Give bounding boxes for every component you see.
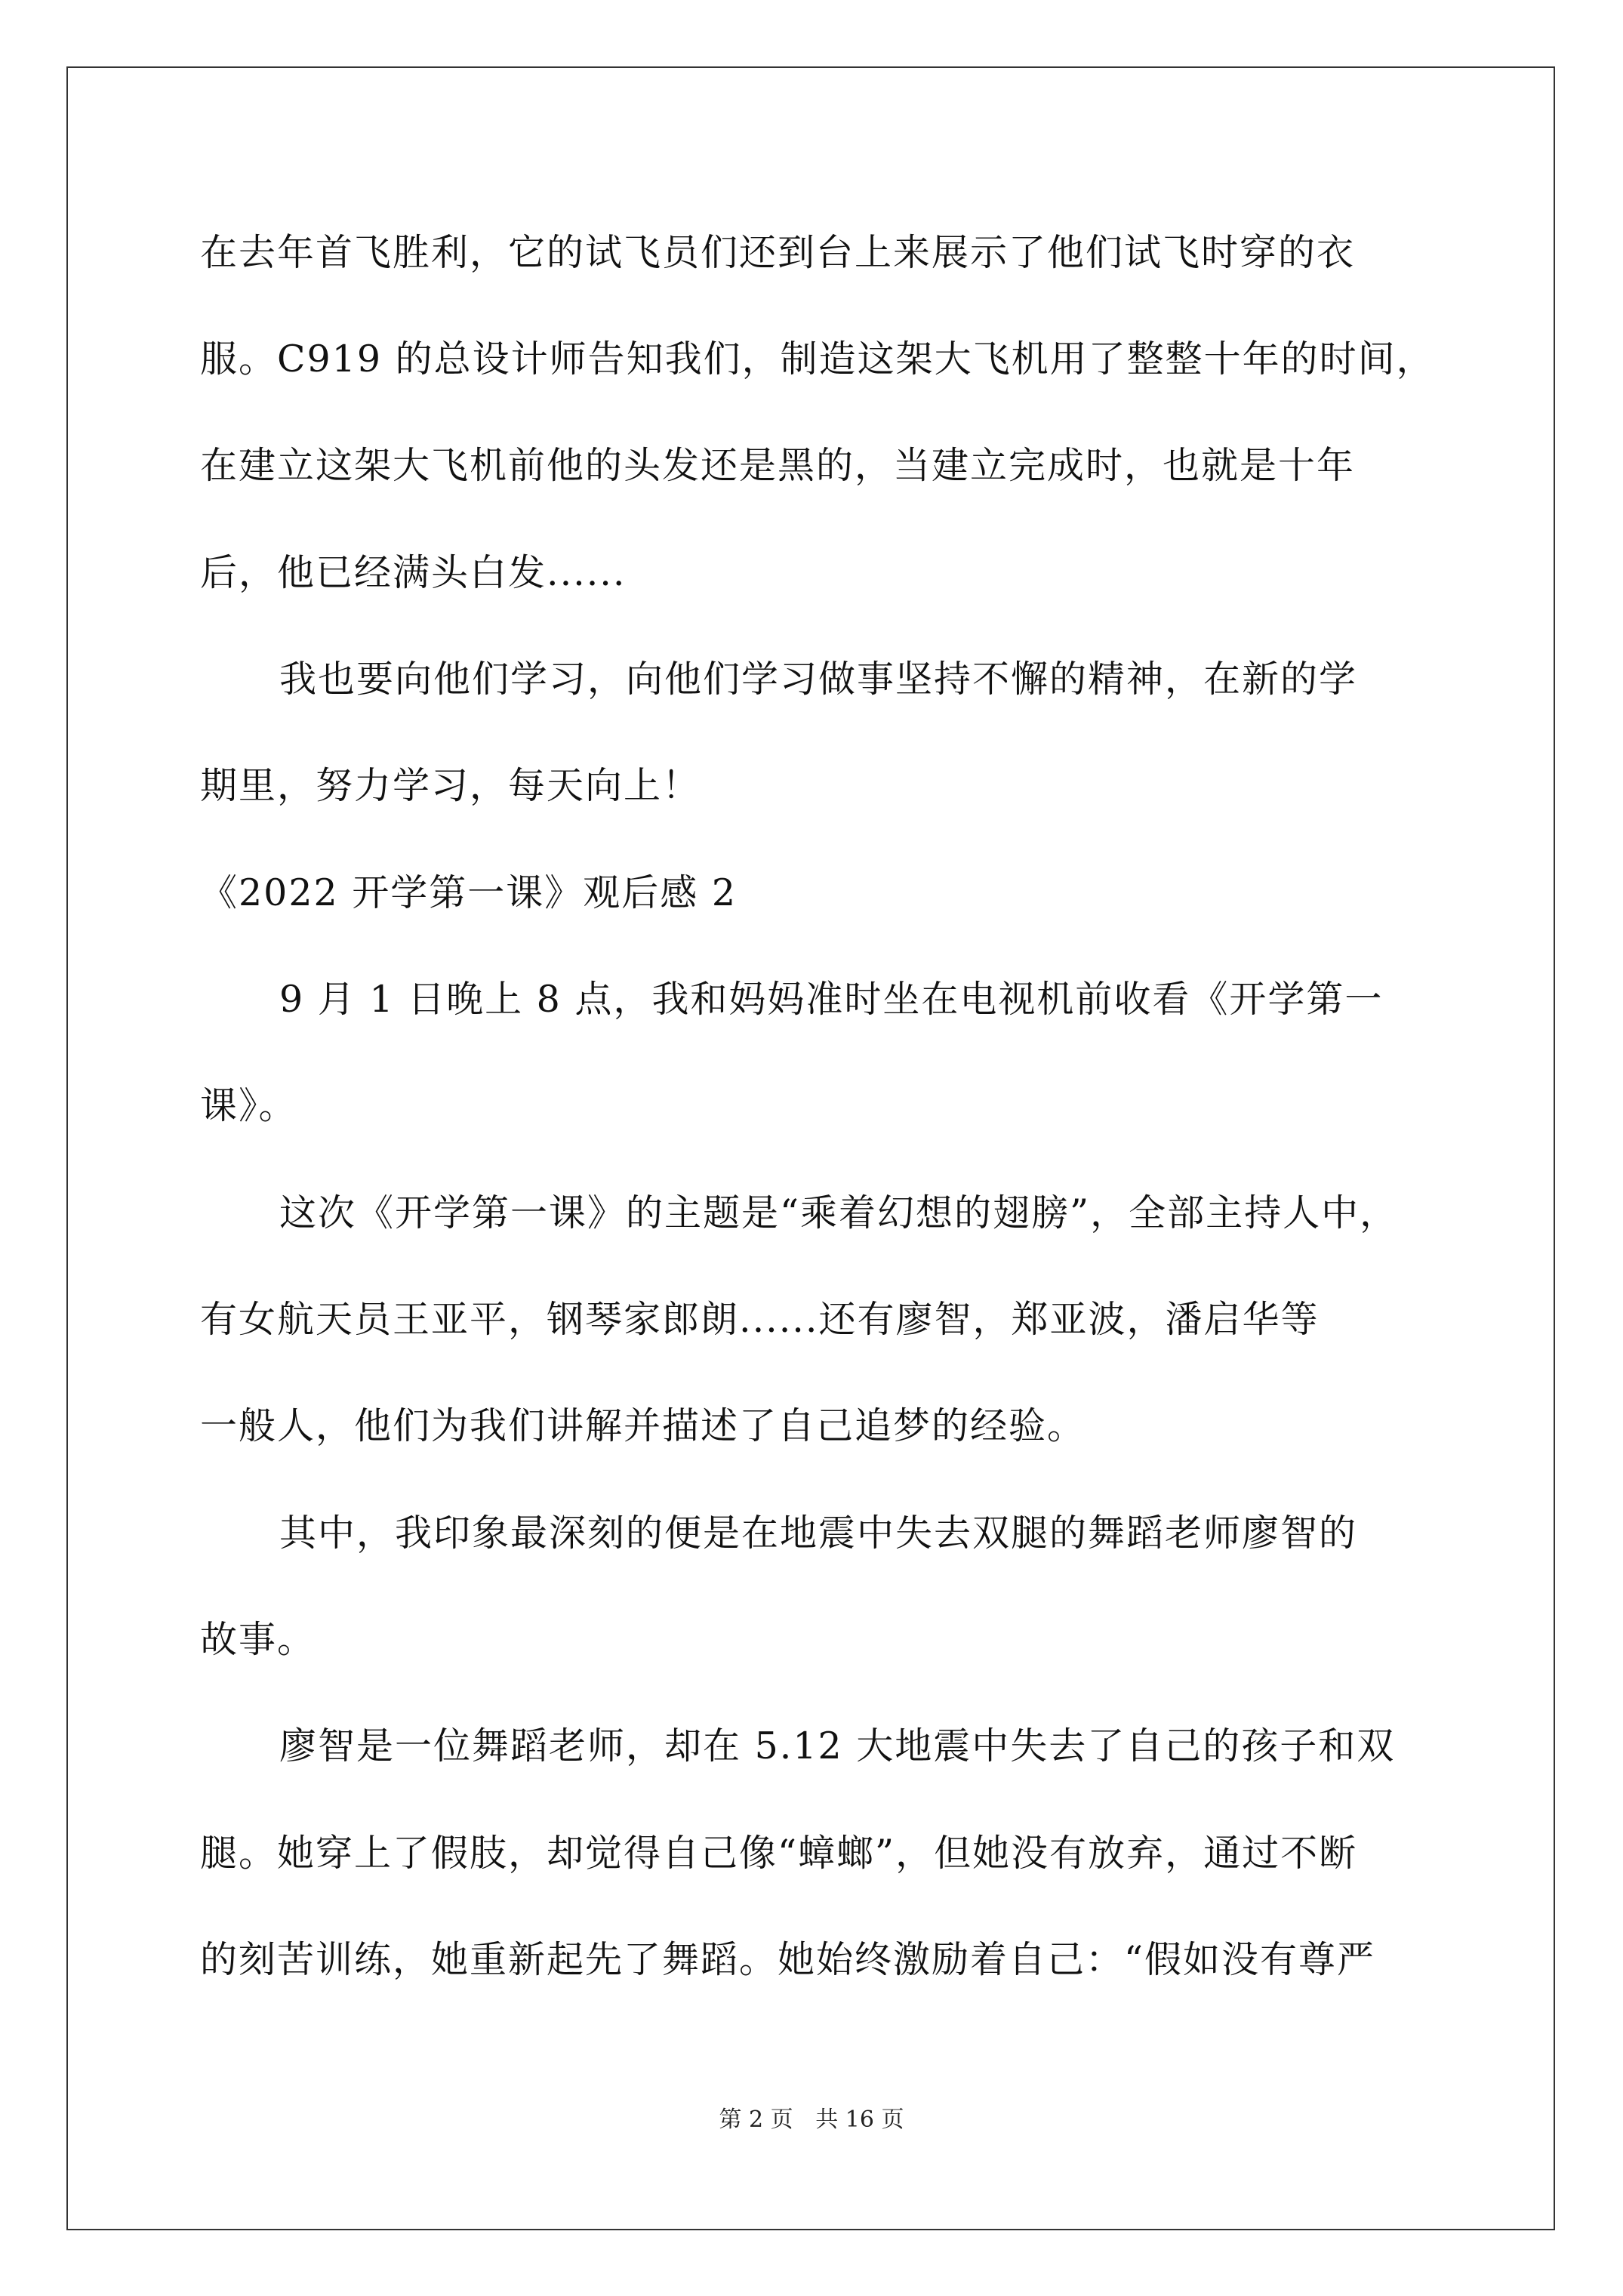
page-border xyxy=(66,66,1555,2230)
text-line: 有女航天员王亚平，钢琴家郎朗......还有廖智，郑亚波，潘启华等 xyxy=(200,1298,1320,1341)
text-line: 服。C919 的总设计师告知我们，制造这架大飞机用了整整十年的时间， xyxy=(200,337,1435,381)
text-line: 课》。 xyxy=(200,1084,297,1127)
text-line: 后，他已经满头白发...... xyxy=(200,551,627,594)
text-line: 我也要向他们学习，向他们学习做事坚持不懈的精神，在新的学 xyxy=(279,658,1358,701)
text-line: 腿。她穿上了假肢，却觉得自己像“蟑螂”，但她没有放弃，通过不断 xyxy=(200,1832,1358,1875)
text-line: 在去年首飞胜利，它的试飞员们还到台上来展示了他们试飞时穿的衣 xyxy=(200,231,1356,274)
text-line: 9 月 1 日晚上 8 点，我和妈妈准时坐在电视机前收看《开学第一 xyxy=(279,978,1384,1021)
section-heading: 《2022 开学第一课》观后感 2 xyxy=(200,871,738,914)
text-line: 期里，努力学习，每天向上！ xyxy=(200,764,701,807)
page-footer xyxy=(0,2105,1623,2135)
page-total: 共 16 页 xyxy=(815,2106,904,2133)
text-line: 这次《开学第一课》的主题是“乘着幻想的翅膀”，全部主持人中， xyxy=(279,1191,1399,1234)
text-line: 在建立这架大飞机前他的头发还是黑的，当建立完成时，也就是十年 xyxy=(200,444,1356,487)
text-line: 一般人，他们为我们讲解并描述了自己追梦的经验。 xyxy=(200,1404,1086,1447)
text-line: 廖智是一位舞蹈老师，却在 5.12 大地震中失去了自己的孩子和双 xyxy=(279,1724,1396,1767)
text-line: 其中，我印象最深刻的便是在地震中失去双腿的舞蹈老师廖智的 xyxy=(279,1512,1358,1555)
page-number: 第 2 页 xyxy=(719,2106,793,2133)
text-line: 故事。 xyxy=(200,1618,316,1661)
text-line: 的刻苦训练，她重新起先了舞蹈。她始终激励着自己：“假如没有尊严 xyxy=(200,1938,1376,1981)
